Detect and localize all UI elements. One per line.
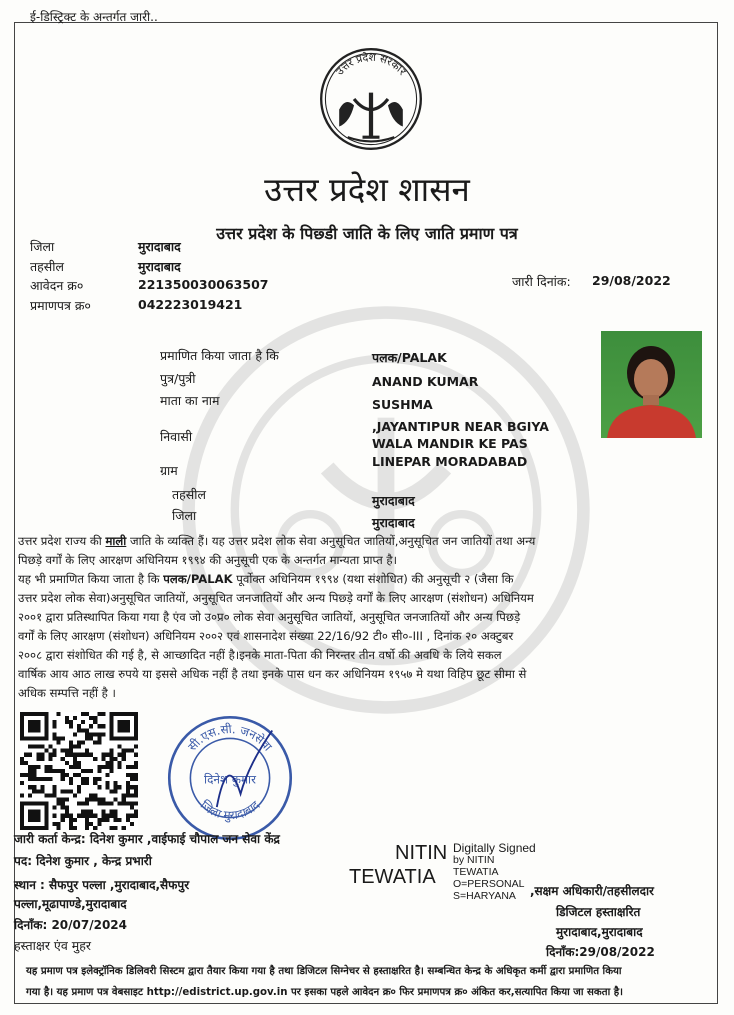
- meta-district-label: जिला: [30, 239, 55, 254]
- meta-district-value: मुरादाबाद: [138, 239, 181, 254]
- seal-label: हस्ताक्षर एंव मुहर: [14, 938, 91, 953]
- applicant-name: पलक/PALAK: [372, 350, 447, 365]
- qr-code-icon: [20, 712, 138, 830]
- meta-application-label: आवेदन क्र०: [30, 278, 84, 293]
- meta-tehsil-label: तहसील: [30, 259, 64, 274]
- detail-district-label: जिला: [172, 508, 197, 523]
- issue-date-value: 29/08/2022: [592, 273, 671, 288]
- stamp-arc-text: सी.एस.सी. जनसेवा: [185, 721, 275, 754]
- body-line-7: २००८ द्वारा संशोधित की गई है, से आच्छादित नहीं है।इनके माता-पिता की निरन्तर तीन वर्षो की अवधि के लिये सकल: [18, 648, 502, 662]
- issuer-date: दिनाँक: 20/07/2024: [14, 918, 128, 932]
- issue-date-label: जारी दिनांक:: [512, 274, 571, 289]
- meta-certificate-value: 042223019421: [138, 297, 243, 312]
- address-line-1: ,JAYANTIPUR NEAR BGIYA: [372, 419, 549, 434]
- detail-tehsil-label: तहसील: [172, 487, 206, 502]
- person-photo-icon: [601, 331, 702, 438]
- svg-text:जिला मुरादाबाद: [198, 798, 263, 824]
- issuer-center: जारी कर्ता केन्द्र: दिनेश कुमार ,वाईफाई चौपाल जन सेवा केंद्र: [14, 832, 280, 846]
- page-title: उत्तर प्रदेश शासन: [264, 170, 470, 209]
- father-name: ANAND KUMAR: [372, 374, 479, 389]
- body-line-9: अधिक सम्पत्ति नहीं है ।: [18, 686, 116, 700]
- meta-application-value: 221350030063507: [138, 277, 269, 292]
- mother-name: SUSHMA: [372, 397, 433, 412]
- signer-last-name: TEWATIA: [349, 866, 436, 888]
- village-label: ग्राम: [160, 463, 178, 478]
- csc-stamp-icon: [164, 712, 296, 844]
- digital-sign-block: Digitally Signed by NITIN TEWATIA O=PERSONAL S=HARYANA: [453, 841, 536, 902]
- body-line-8: वार्षिक आय आठ लाख रुपये या इससे अधिक नहीं है तथा इनके पास धन कर अधिनियम १९५७ मे यथा विहिप छूट सीमा से: [18, 667, 527, 681]
- caste-name: माली: [105, 534, 127, 548]
- top-note: ई-डिस्ट्रिक्ट के अन्तर्गत जारी..: [30, 10, 158, 24]
- mother-label: माता का नाम: [160, 393, 220, 408]
- signer-place: मुरादाबाद,मुरादाबाद: [556, 925, 643, 939]
- detail-tehsil-value: मुरादाबाद: [372, 493, 415, 508]
- stamp-center-text: दिनेश कुमार: [204, 772, 256, 787]
- issuer-post: पद: दिनेश कुमार , केन्द्र प्रभारी: [14, 854, 152, 868]
- son-daughter-label: पुत्र/पुत्री: [160, 371, 196, 386]
- address-line-2: WALA MANDIR KE PAS: [372, 436, 528, 451]
- body-line-2: पिछड़े वर्गों के लिए आरक्षण अधिनियम १९९४ की अनुसूची एक के अन्तर्गत मान्यता प्राप्त है।: [18, 553, 397, 567]
- detail-district-value: मुरादाबाद: [372, 515, 415, 530]
- digitally-signed-hi: डिजिटल हस्ताक्षरित: [556, 905, 641, 919]
- signer-date: दिनाँक:29/08/2022: [546, 945, 655, 959]
- footer-line-1: यह प्रमाण पत्र इलेक्ट्रॉनिक डिलिवरी सिस्टम द्वारा तैयार किया गया है तथा डिजिटल सिग्नेचर से हस्ताक्षरित है। सम्बन्धित केन्द्र के अधिकृत कर्मी द्वारा प्रमाणित किया: [26, 966, 622, 977]
- issuer-place-1: स्थान : सैफपुर पल्ला ,मुरादाबाद,सैफपुर: [14, 878, 190, 892]
- resident-label: निवासी: [160, 429, 193, 444]
- footer-line-2: गया है। यह प्रमाण पत्र वेबसाइट http://edistrict.up.gov.in पर इसका पहले आवेदन क्र० फिर प्रमाणपत्र क्र० अंकित कर,सत्यापित किया जा सकता है।: [26, 987, 624, 998]
- page-subtitle: उत्तर प्रदेश के पिछ्डी जाति के लिए जाति प्रमाण पत्र: [216, 224, 518, 243]
- stamp-bottom-text: जिला मुरादाबाद: [197, 797, 263, 823]
- meta-certificate-label: प्रमाणपत्र क्र०: [30, 298, 91, 313]
- signer-first-name: NITIN: [395, 842, 448, 864]
- emblem-arc-text: उत्तर प्रदेश सरकार: [333, 51, 409, 78]
- body-line-6: वर्गों के लिए आरक्षण (संशोधन) अधिनियम २००२ एवं शासनादेश संख्या 22/16/92 टी० सी०-III , दिनांक २० अक्टुबर: [18, 629, 514, 643]
- applicant-photo: [601, 331, 702, 438]
- certify-label: प्रमाणित किया जाता है कि: [160, 348, 279, 363]
- body-line-1: उत्तर प्रदेश राज्य की माली जाति के व्यक्ति हैं। यह उत्तर प्रदेश लोक सेवा अनुसूचित जातियों,अनुसूचित जन जातियों तथा अन्य: [18, 534, 536, 548]
- issuer-place-2: पल्ला,मूढापाण्डे,मुरादाबाद: [14, 897, 127, 911]
- body-line-3: यह भी प्रमाणित किया जाता है कि पलक/PALAK पूर्वोक्त अधिनियम १९९४ (यथा संशोधित) की अनुसूची २ (जैसा कि: [18, 572, 514, 586]
- certificate-body: [18, 532, 716, 703]
- body-line-4: उत्तर प्रदेश लोक सेवा)अनुसूचित जातियों, अनुसूचित जनजातियों और अन्य पिछ्ड़े वर्गों के लिए आरक्षण (संशोधन) अधिनियम: [18, 591, 534, 605]
- up-government-emblem-icon: [318, 46, 424, 152]
- address-line-3: LINEPAR MORADABAD: [372, 454, 528, 469]
- svg-text:उत्तर प्रदेश सरकार: [334, 51, 409, 78]
- body-line-5: २००१ द्वारा प्रतिस्थापित किया गया है एंव जो उ०प्र० लोक सेवा अनुसूचित जातियों, अनुसूचित जनजातियों और अन्य पिछड़े: [18, 610, 521, 624]
- signer-role: ,सक्षम अधिकारी/तहसीलदार: [530, 884, 654, 898]
- meta-tehsil-value: मुरादाबाद: [138, 259, 181, 274]
